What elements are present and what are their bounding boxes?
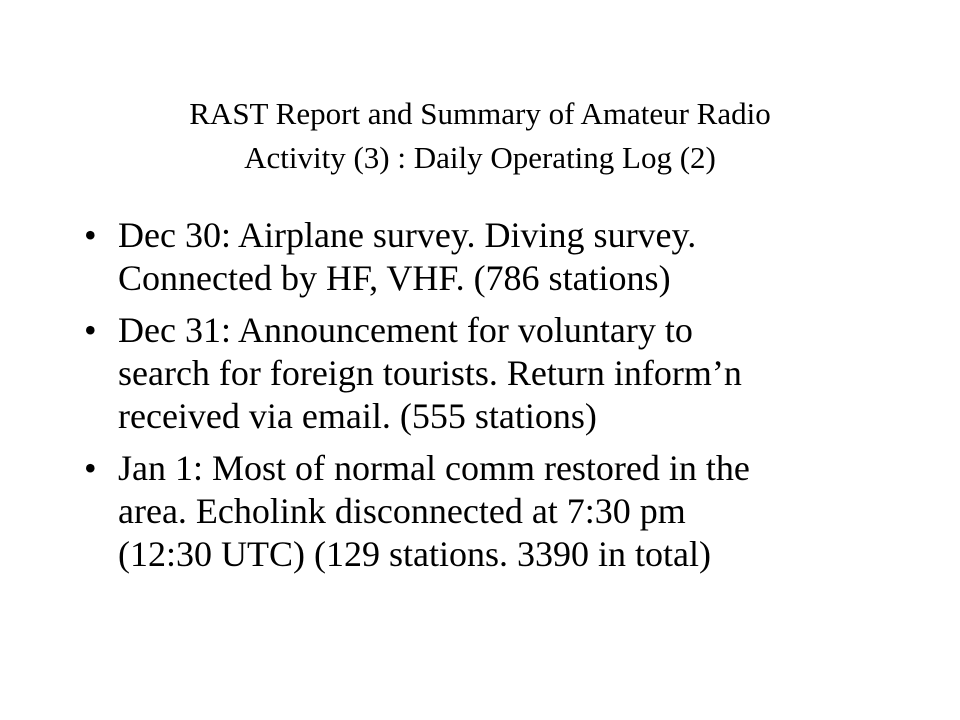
bullet-item-dec31 <box>80 309 900 438</box>
slide-body <box>80 214 900 576</box>
bullet-continuation: Connected by HF, VHF. (786 stations) <box>118 258 671 298</box>
bullet-line: received via email. (555 stations) <box>118 396 597 436</box>
title-line: RAST Report and Summary of Amateur Radio <box>189 96 771 131</box>
bullet-dot-icon: • <box>84 215 97 255</box>
title-line: Activity (3) : Daily Operating Log (2) <box>244 140 716 175</box>
bullet-line: Jan 1: Most of normal comm restored in the <box>118 448 750 488</box>
bullet-line: Dec 31: Announcement for voluntary to <box>118 310 693 350</box>
bullet-item-jan1 <box>80 447 900 576</box>
bullet-item-dec30 <box>80 214 900 257</box>
bullet-dot-icon: • <box>84 310 97 350</box>
bullet-line: Dec 30: Airplane survey. Diving survey. <box>118 215 697 255</box>
bullet-line: area. Echolink disconnected at 7:30 pm <box>118 491 686 531</box>
bullet-line: (12:30 UTC) (129 stations. 3390 in total) <box>118 534 711 574</box>
bullet-dot-icon: • <box>84 448 97 488</box>
slide-title <box>80 92 880 180</box>
bullet-line: search for foreign tourists. Return inform’n <box>118 353 742 393</box>
